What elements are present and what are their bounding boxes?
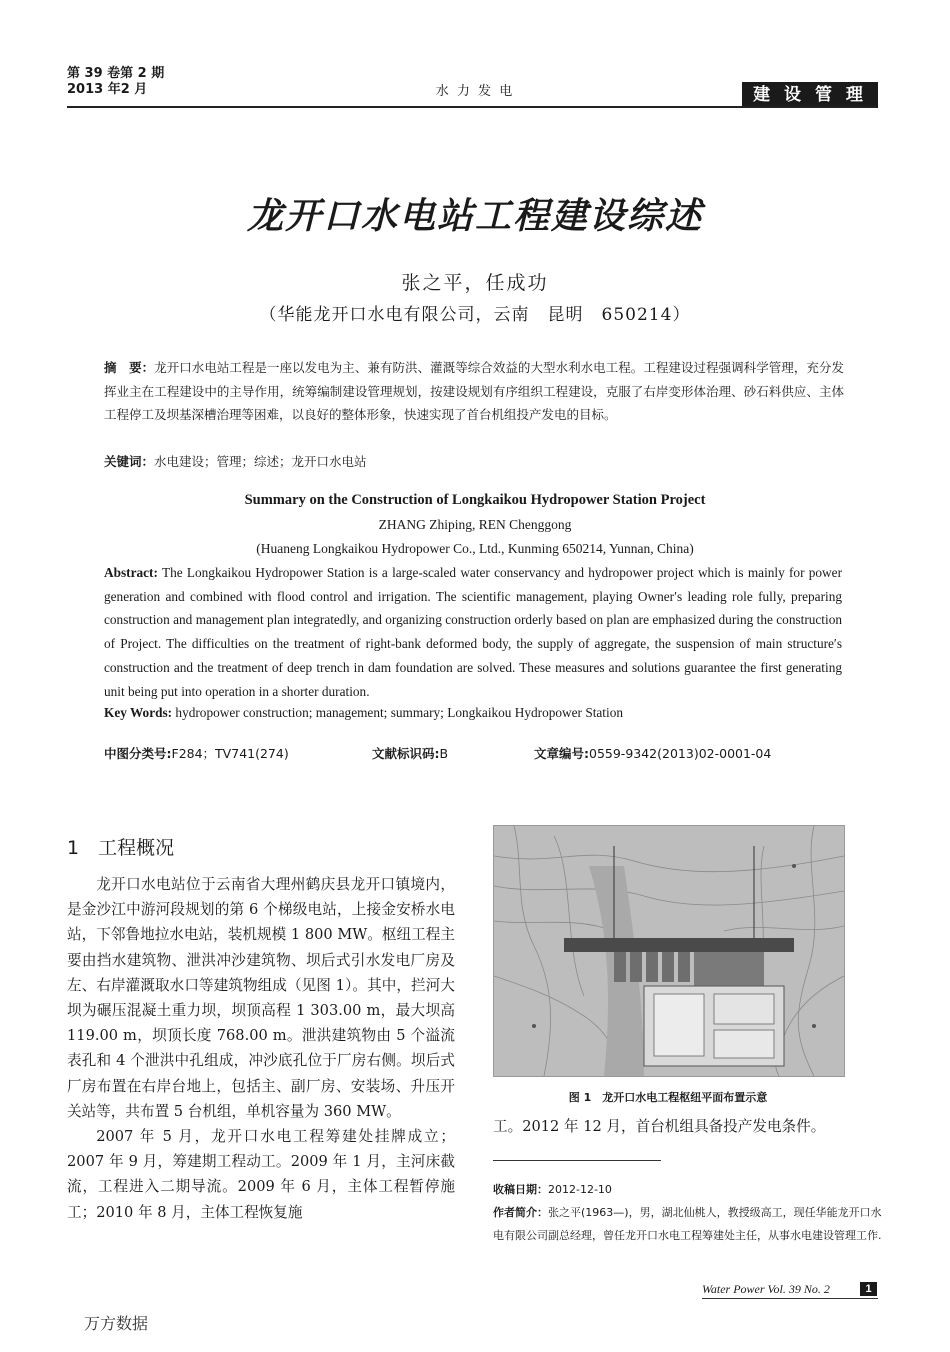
paragraph: 2007 年 5 月，龙开口水电工程筹建处挂牌成立；2007 年 9 月，筹建期工程动工。2009 年 1 月，主河床截流，工程进入二期导流。2009 年 6 月，主体工程暂停施工；2010 年 8 月，主体工程恢复施	[67, 1128, 455, 1221]
section-tag: 建 设 管 理	[742, 82, 878, 108]
keywords-cn-label: 关键词：	[104, 454, 155, 469]
received-value: 2012-12-10	[548, 1183, 612, 1196]
english-authors: ZHANG Zhiping, REN Chenggong	[378, 517, 572, 532]
footnote-rule	[493, 1160, 661, 1161]
received-label: 收稿日期：	[493, 1183, 548, 1196]
abstract-cn-text: 龙开口水电站工程是一座以发电为主、兼有防洪、灌溉等综合效益的大型水利水电工程。工程建设过程强调科学管理，充分发挥业主在工程建设中的主导作用，统筹编制建设管理规划，按建设规划有序组织工程建设，克服了右岸变形体治理、砂石料供应、主体工程停工及坝基深槽治理等困难，以良好的整体形象，快速实现了首台机组投产发电的目标。	[104, 360, 844, 422]
article-authors: 张之平，任成功	[401, 272, 549, 294]
author-bio-label: 作者简介：	[493, 1206, 548, 1219]
body-right-column: 工。2012 年 12 月，首台机组具备投产发电条件。	[493, 1118, 826, 1135]
watermark: 万方数据	[84, 1314, 149, 1333]
layout-plan-drawing	[494, 826, 844, 1076]
volume-issue: 第 39 卷第 2 期	[67, 66, 165, 81]
article-no-label: 文章编号:	[534, 746, 589, 761]
abstract-cn-label: 摘 要：	[104, 360, 155, 375]
body-left-column	[67, 872, 455, 1225]
article-no-value: 0559-9342(2013)02-0001-04	[589, 746, 772, 761]
issue-date: 2013 年2 月	[67, 82, 148, 97]
keywords-cn	[104, 452, 844, 470]
received-date	[493, 1178, 883, 1201]
author-bio	[493, 1201, 883, 1247]
clc-number	[104, 744, 289, 762]
figure-caption: 图 1 龙开口水电工程枢纽平面布置示意	[568, 1091, 768, 1104]
english-affiliation: (Huaneng Longkaikou Hydropower Co., Ltd., Kunming 650214, Yunnan, China)	[256, 541, 694, 556]
article-title: 龙开口水电站工程建设综述	[246, 196, 703, 237]
keywords-en-text: hydropower construction; management; summary; Longkaikou Hydropower Station	[175, 705, 623, 720]
footer-journal: Water Power Vol. 39 No. 2	[702, 1282, 830, 1296]
article-affiliation: （华能龙开口水电有限公司，云南 昆明 650214）	[259, 305, 691, 325]
abstract-en-label: Abstract:	[104, 565, 158, 580]
abstract-en	[104, 561, 842, 703]
document-code	[372, 744, 448, 762]
keywords-en	[104, 705, 844, 721]
section-heading: 1 工程概况	[67, 837, 175, 859]
abstract-en-text: The Longkaikou Hydropower Station is a large-scaled water conservancy and hydropower project which is mainly for power generation and combined with flood control and irrigation. The scientific management, playing Owner′s leading role fully, preparing construction and management plan integratedly, and organizing construction orderly based on plan are emphasized during the construction of Project. The difficulties on the treatment of right-bank deformed body, the supply of aggregate, the suspension of main structure′s construction and the treatment of deep trench in dam foundation are solved. These measures and solutions guarantee the first generating unit being put into operation in a shorter duration.	[104, 565, 842, 699]
abstract-cn	[104, 356, 844, 427]
doc-code-label: 文献标识码:	[372, 746, 440, 761]
english-title: Summary on the Construction of Longkaikou Hydropower Station Project	[244, 492, 706, 508]
journal-name: 水 力 发 电	[435, 84, 515, 99]
page-number: 1	[860, 1282, 877, 1296]
doc-code-value: B	[439, 746, 449, 761]
article-number	[534, 744, 771, 762]
keywords-en-label: Key Words:	[104, 705, 173, 720]
paragraph: 龙开口水电站位于云南省大理州鹤庆县龙开口镇境内，是金沙江中游河段规划的第 6 个梯级电站，上接金安桥水电站，下邻鲁地拉水电站，装机规模 1 800 MW。枢纽工程主要由挡水建筑物、泄洪冲沙建筑物、坝后式引水发电厂房及左、右岸灌溉取水口等建筑物组成（见图 1）。其中，拦河大坝为碾压混凝土重力坝，坝顶高程 1 303.00 m，最大坝高 119.00 m，坝顶长度 768.00 m。泄洪建筑物由 5 个溢流表孔和 4 个泄洪中孔组成，冲沙底孔位于厂房右侧。坝后式厂房布置在右岸台地上，包括主、副厂房、安装场、升压开关站等，共布置 5 台机组，单机容量为 360 MW。	[67, 876, 455, 1120]
footnote	[493, 1178, 883, 1247]
header-rule	[67, 106, 877, 108]
author-bio-text: 张之平(1963—)，男，湖北仙桃人，教授级高工，现任华能龙开口水电有限公司副总经理，曾任龙开口水电工程筹建处主任，从事水电建设管理工作.	[493, 1206, 882, 1242]
keywords-cn-text: 水电建设；管理；综述；龙开口水电站	[154, 454, 367, 469]
figure-1-layout-plan	[493, 825, 845, 1077]
clc-label: 中图分类号:	[104, 746, 172, 761]
footer-rule	[702, 1298, 878, 1299]
clc-value: F284；TV741(274)	[171, 746, 289, 761]
